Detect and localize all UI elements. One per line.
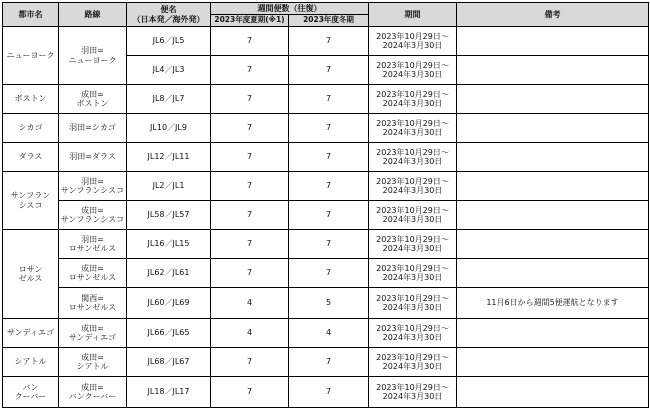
- city-cell-line: クーバー: [14, 392, 47, 401]
- flight-cell: JL60／JL69: [127, 288, 211, 319]
- flight-cell: JL68／JL67: [127, 348, 211, 377]
- period-cell-line: 2023年10月29日～: [376, 89, 449, 99]
- city-cell-line: シカゴ: [18, 123, 43, 133]
- route-cell-line: 羽田=: [81, 234, 104, 244]
- notes-cell: [457, 56, 649, 85]
- table-row: [3, 143, 649, 172]
- city-cell-line: ボストン: [14, 94, 47, 104]
- city-cell-line: シスコ: [18, 200, 43, 210]
- route-cell: [59, 377, 127, 408]
- period-cell-line: 2024年3月30日: [382, 128, 443, 137]
- notes-cell: [457, 201, 649, 230]
- route-cell-line: ロサンゼルス: [68, 303, 117, 312]
- route-cell-line: ニューヨーク: [68, 55, 117, 65]
- period-cell: [369, 201, 457, 230]
- route-cell-line: 関西=: [81, 293, 104, 303]
- flight-cell: JL66／JL65: [127, 319, 211, 348]
- winter-count-cell: 7: [289, 56, 369, 85]
- route-cell-line: 羽田=シカゴ: [69, 123, 116, 133]
- notes-cell: [457, 319, 649, 348]
- table-row: [3, 85, 649, 114]
- notes-cell: [457, 172, 649, 201]
- route-cell: [59, 27, 127, 85]
- route-cell-line: サンフランシスコ: [60, 186, 125, 195]
- winter-count-cell: 7: [289, 201, 369, 230]
- city-cell-line: サンディエゴ: [7, 328, 54, 338]
- header-city: 都市名: [3, 3, 59, 27]
- period-cell-line: 2023年10月29日～: [376, 234, 449, 244]
- route-cell-line: 羽田=: [81, 46, 104, 56]
- route-cell: [59, 143, 127, 172]
- period-cell: [369, 114, 457, 143]
- summer-count-cell: 7: [211, 114, 289, 143]
- city-cell: [3, 85, 59, 114]
- city-cell: [3, 114, 59, 143]
- notes-cell: [457, 230, 649, 259]
- period-cell-line: 2023年10月29日～: [376, 60, 449, 70]
- route-cell-line: シアトル: [76, 362, 109, 371]
- table-row: [3, 201, 649, 230]
- summer-count-cell: 7: [211, 348, 289, 377]
- period-cell-line: 2024年3月30日: [382, 41, 443, 50]
- period-cell-line: 2023年10月29日～: [376, 382, 449, 392]
- period-cell: [369, 377, 457, 408]
- city-cell-line: サンフラン: [10, 191, 51, 201]
- route-cell: [59, 85, 127, 114]
- city-cell-line: バン: [22, 382, 39, 392]
- route-cell-line: 成田=: [81, 205, 104, 215]
- route-cell: [59, 288, 127, 319]
- notes-cell: [457, 259, 649, 288]
- period-cell: [369, 259, 457, 288]
- notes-cell: [457, 348, 649, 377]
- city-cell-line: シアトル: [14, 357, 47, 367]
- winter-count-cell: 7: [289, 259, 369, 288]
- header-route: 路線: [59, 3, 127, 27]
- period-cell: [369, 27, 457, 56]
- city-cell-line: ゼルス: [18, 274, 43, 283]
- flight-cell: JL58／JL57: [127, 201, 211, 230]
- period-cell-line: 2024年3月30日: [382, 333, 443, 342]
- city-cell: [3, 27, 59, 85]
- city-cell: [3, 172, 59, 230]
- table-row: [3, 319, 649, 348]
- table-row: [3, 172, 649, 201]
- summer-count-cell: 7: [211, 230, 289, 259]
- route-cell: [59, 230, 127, 259]
- winter-count-cell: 7: [289, 114, 369, 143]
- route-cell-line: ロサンゼルス: [68, 244, 117, 253]
- flight-cell: JL4／JL3: [127, 56, 211, 85]
- route-cell-line: ロサンゼルス: [68, 273, 117, 282]
- route-cell-line: 羽田=: [81, 176, 104, 186]
- summer-count-cell: 4: [211, 288, 289, 319]
- route-cell-line: 成田=: [81, 263, 104, 273]
- period-cell-line: 2023年10月29日～: [376, 147, 449, 157]
- period-cell-line: 2024年3月30日: [382, 99, 443, 108]
- period-cell: [369, 56, 457, 85]
- period-cell-line: 2024年3月30日: [382, 273, 443, 282]
- winter-count-cell: 5: [289, 288, 369, 319]
- winter-count-cell: 7: [289, 143, 369, 172]
- table-header: [3, 3, 649, 27]
- route-cell-line: 成田=: [81, 323, 104, 333]
- route-cell: [59, 348, 127, 377]
- flight-schedule-table: [2, 2, 649, 408]
- header-flight: [127, 3, 211, 27]
- period-cell-line: 2023年10月29日～: [376, 205, 449, 215]
- header-weekly-flights: 週間便数（往復）: [211, 3, 369, 15]
- notes-cell: [457, 377, 649, 408]
- period-cell: [369, 85, 457, 114]
- flight-cell: JL12／JL11: [127, 143, 211, 172]
- route-cell-line: サンフランシスコ: [60, 215, 125, 224]
- period-cell-line: 2024年3月30日: [382, 392, 443, 401]
- route-cell: [59, 201, 127, 230]
- route-cell-line: ボストン: [76, 99, 109, 108]
- notes-cell: [457, 143, 649, 172]
- period-cell-line: 2023年10月29日～: [376, 293, 449, 303]
- period-cell: [369, 348, 457, 377]
- route-cell-line: 成田=: [81, 89, 104, 99]
- route-cell-line: 羽田=ダラス: [69, 152, 116, 162]
- header-period: 期間: [369, 3, 457, 27]
- header-flight-line2: （日本発／海外発）: [132, 14, 205, 24]
- route-cell: [59, 259, 127, 288]
- summer-count-cell: 4: [211, 319, 289, 348]
- flight-cell: JL18／JL17: [127, 377, 211, 408]
- table-row: [3, 288, 649, 319]
- table-row: [3, 259, 649, 288]
- flight-cell: JL6／JL5: [127, 27, 211, 56]
- table-row: [3, 230, 649, 259]
- summer-count-cell: 7: [211, 172, 289, 201]
- period-cell-line: 2024年3月30日: [382, 244, 443, 253]
- winter-count-cell: 7: [289, 172, 369, 201]
- notes-cell: [457, 114, 649, 143]
- period-cell: [369, 172, 457, 201]
- winter-count-cell: 4: [289, 319, 369, 348]
- period-cell: [369, 143, 457, 172]
- period-cell-line: 2024年3月30日: [382, 215, 443, 224]
- table-row: [3, 27, 649, 56]
- flight-cell: JL10／JL9: [127, 114, 211, 143]
- table-row: [3, 348, 649, 377]
- city-cell-line: ニューヨーク: [6, 50, 55, 60]
- period-cell-line: 2024年3月30日: [382, 186, 443, 195]
- header-flight-line1: 便名: [160, 5, 177, 15]
- period-cell-line: 2023年10月29日～: [376, 176, 449, 186]
- period-cell-line: 2023年10月29日～: [376, 263, 449, 273]
- flight-cell: JL62／JL61: [127, 259, 211, 288]
- table-row: [3, 377, 649, 408]
- route-cell: [59, 319, 127, 348]
- flight-cell: JL2／JL1: [127, 172, 211, 201]
- header-notes: 備考: [457, 3, 649, 27]
- period-cell: [369, 230, 457, 259]
- period-cell-line: 2023年10月29日～: [376, 31, 449, 41]
- city-cell: [3, 348, 59, 377]
- route-cell: [59, 114, 127, 143]
- summer-count-cell: 7: [211, 377, 289, 408]
- period-cell-line: 2024年3月30日: [382, 303, 443, 312]
- notes-cell: [457, 27, 649, 56]
- period-cell-line: 2024年3月30日: [382, 70, 443, 79]
- summer-count-cell: 7: [211, 27, 289, 56]
- period-cell-line: 2024年3月30日: [382, 157, 443, 166]
- summer-count-cell: 7: [211, 201, 289, 230]
- city-cell: [3, 319, 59, 348]
- winter-count-cell: 7: [289, 27, 369, 56]
- table-row: [3, 114, 649, 143]
- summer-count-cell: 7: [211, 259, 289, 288]
- winter-count-cell: 7: [289, 377, 369, 408]
- period-cell-line: 2024年3月30日: [382, 362, 443, 371]
- summer-count-cell: 7: [211, 85, 289, 114]
- table-body: [3, 27, 649, 408]
- period-cell-line: 2023年10月29日～: [376, 118, 449, 128]
- header-winter: 2023年度冬期: [289, 15, 369, 27]
- period-cell-line: 2023年10月29日～: [376, 323, 449, 333]
- route-cell-line: 成田=: [81, 352, 104, 362]
- city-cell: [3, 230, 59, 319]
- winter-count-cell: 7: [289, 348, 369, 377]
- period-cell: [369, 288, 457, 319]
- header-summer: 2023年度夏期(※1): [211, 15, 289, 27]
- city-cell: [3, 377, 59, 408]
- flight-cell: JL16／JL15: [127, 230, 211, 259]
- period-cell-line: 2023年10月29日～: [376, 352, 449, 362]
- summer-count-cell: 7: [211, 143, 289, 172]
- notes-cell: 11月6日から週間5便運航となります: [457, 288, 649, 319]
- city-cell: [3, 143, 59, 172]
- winter-count-cell: 7: [289, 85, 369, 114]
- flight-cell: JL8／JL7: [127, 85, 211, 114]
- route-cell: [59, 172, 127, 201]
- route-cell-line: バンクーバー: [68, 392, 117, 401]
- summer-count-cell: 7: [211, 56, 289, 85]
- route-cell-line: 成田=: [81, 382, 104, 392]
- route-cell-line: サンディエゴ: [69, 333, 116, 342]
- city-cell-line: ダラス: [18, 152, 43, 162]
- winter-count-cell: 7: [289, 230, 369, 259]
- notes-cell: [457, 85, 649, 114]
- period-cell: [369, 319, 457, 348]
- city-cell-line: ロサン: [18, 264, 43, 274]
